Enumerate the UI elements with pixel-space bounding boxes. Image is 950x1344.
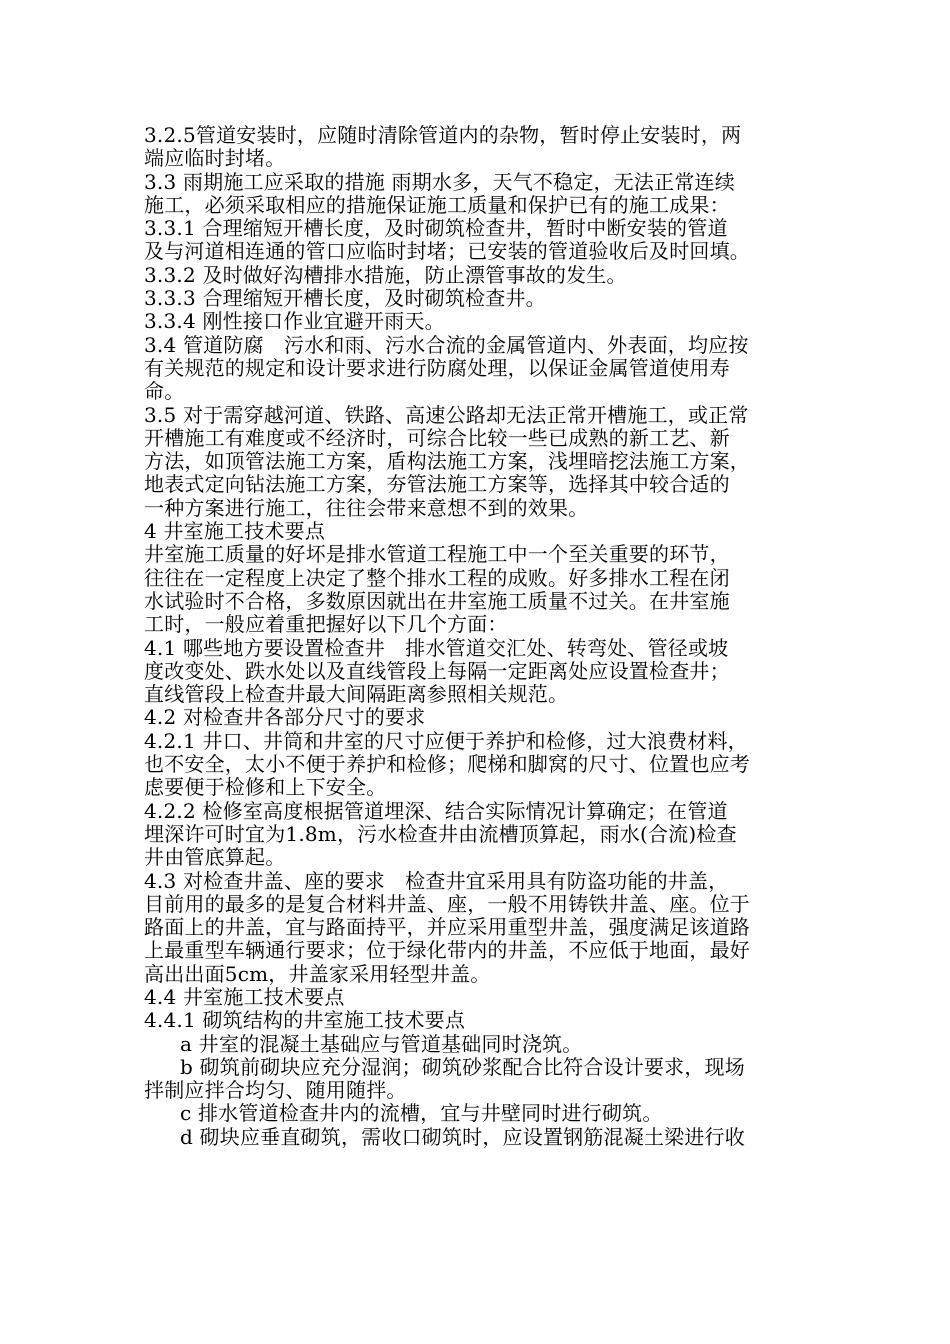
list-item-c: c 排水管道检查井内的流槽，宜与井壁同时进行砌筑。 xyxy=(180,1101,663,1126)
text-line: 4.4.1 砌筑结构的井室施工技术要点 xyxy=(144,1008,466,1033)
text-line: 3.3 雨期施工应采取的措施 雨期水多，天气不稳定，无法正常连续 xyxy=(144,169,735,194)
text-line: 目前用的最多的是复合材料井盖、座，一般不用铸铁井盖、座。位于 xyxy=(144,891,750,916)
list-item-a: a 井室的混凝土基础应与管道基础同时浇筑。 xyxy=(180,1031,583,1056)
list-item-d: d 砌块应垂直砌筑，需收口砌筑时，应设置钢筋混凝土梁进行收 xyxy=(180,1124,745,1149)
text-line: 工时，一般应着重把握好以下几个方面： xyxy=(144,612,508,637)
text-line: 拌制应拌合均匀、随用随拌。 xyxy=(144,1078,407,1103)
text-line: 有关规范的规定和设计要求进行防腐处理，以保证金属管道使用寿 xyxy=(144,355,730,380)
text-line: 水试验时不合格，多数原因就出在井室施工质量不过关。在井室施 xyxy=(144,588,730,613)
text-line: 3.3.4 刚性接口作业宜避开雨天。 xyxy=(144,309,445,334)
list-item-b: b 砌筑前砌块应充分湿润；砌筑砂浆配合比符合设计要求，现场 xyxy=(180,1054,745,1079)
text-line: 路面上的井盖，宜与路面持平，并应采用重型井盖，强度满足该道路 xyxy=(144,915,750,940)
text-line: 3.3.1 合理缩短开槽长度，及时砌筑检查井，暂时中断安装的管道 xyxy=(144,216,728,241)
text-line: 端应临时封堵。 xyxy=(144,146,286,171)
text-line: 上最重型车辆通行要求；位于绿化带内的井盖，不应低于地面，最好 xyxy=(144,938,750,963)
text-line: 4.1 哪些地方要设置检查井 排水管道交汇处、转弯处、管径或坡 xyxy=(144,635,729,660)
text-line: 3.4 管道防腐 污水和雨、污水合流的金属管道内、外表面，均应按 xyxy=(144,332,749,357)
text-line: 4.2 对检查井各部分尺寸的要求 xyxy=(144,705,426,730)
text-line: 3.2.5管道安装时，应随时清除管道内的杂物，暂时停止安装时，两 xyxy=(144,123,742,147)
text-line: 埋深许可时宜为1.8m，污水检查井由流槽顶算起，雨水(合流)检查 xyxy=(144,821,737,846)
text-line: 施工，必须采取相应的措施保证施工质量和保护已有的施工成果： xyxy=(144,192,730,217)
text-line: 井由管底算起。 xyxy=(144,845,286,870)
text-line: 开槽施工有难度或不经济时，可综合比较一些已成熟的新工艺、新 xyxy=(144,425,730,450)
text-line: 4.4 井室施工技术要点 xyxy=(144,984,345,1009)
text-line: 高出出面5cm，井盖家采用轻型井盖。 xyxy=(144,961,491,986)
text-line: 方法，如顶管法施工方案，盾构法施工方案，浅埋暗挖法施工方案， xyxy=(144,449,750,474)
text-line: 3.3.3 合理缩短开槽长度，及时砌筑检查井。 xyxy=(144,286,546,311)
text-line: 一种方案进行施工，往往会带来意想不到的效果。 xyxy=(144,495,589,520)
text-line: 直线管段上检查井最大间隔距离参照相关规范。 xyxy=(144,682,569,707)
section-heading: 4 井室施工技术要点 xyxy=(144,519,326,544)
text-line: 4.2.2 检修室高度根据管道埋深、结合实际情况计算确定；在管道 xyxy=(144,798,728,823)
text-line: 4.2.1 井口、井筒和井室的尺寸应便于养护和检修，过大浪费材料， xyxy=(144,728,748,753)
text-line: 3.3.2 及时做好沟槽排水措施，防止漂管事故的发生。 xyxy=(144,262,627,287)
text-line: 井室施工质量的好坏是排水管道工程施工中一个至关重要的环节， xyxy=(144,542,730,567)
text-line: 及与河道相连通的管口应临时封堵；已安装的管道验收后及时回填。 xyxy=(144,239,750,264)
text-line: 3.5 对于需穿越河道、铁路、高速公路却无法正常开槽施工，或正常 xyxy=(144,402,749,427)
text-line: 度改变处、跌水处以及直线管段上每隔一定距离处应设置检查井； xyxy=(144,658,730,683)
document-body xyxy=(144,124,804,1149)
text-line: 地表式定向钻法施工方案，夯管法施工方案等，选择其中较合适的 xyxy=(144,472,730,497)
text-line: 4.3 对检查井盖、座的要求 检查井宜采用具有防盗功能的井盖， xyxy=(144,868,729,893)
text-line: 虑要便于检修和上下安全。 xyxy=(144,775,387,800)
text-line: 往往在一定程度上决定了整个排水工程的成败。好多排水工程在闭 xyxy=(144,565,730,590)
text-line: 也不安全，太小不便于养护和检修；爬梯和脚窝的尺寸、位置也应考 xyxy=(144,752,750,777)
text-line: 命。 xyxy=(144,379,185,404)
